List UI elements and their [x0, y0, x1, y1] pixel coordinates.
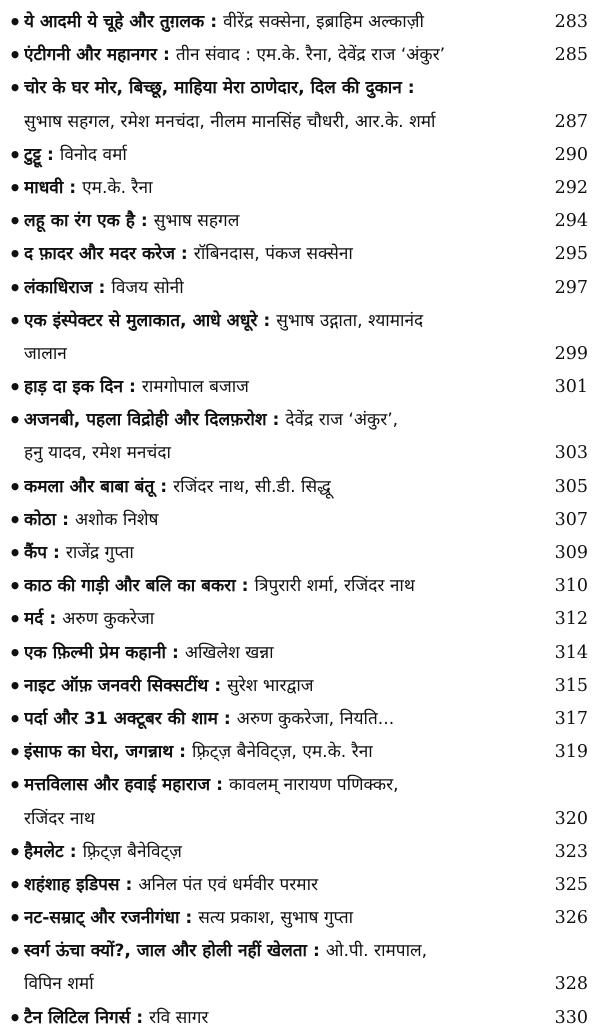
entry-line	[8, 305, 588, 338]
page-number: 314	[554, 642, 588, 663]
entry-authors: राजेंद्र गुप्ता	[65, 543, 134, 563]
entry-line	[8, 869, 588, 902]
bullet-icon: •	[8, 939, 22, 964]
bullet-icon: •	[8, 76, 22, 101]
toc-entry[interactable]	[8, 670, 588, 703]
page-number: 295	[554, 244, 588, 265]
entry-authors: फ़्रिट्ज़ बैनेविट्ज़	[82, 841, 182, 862]
entry-text	[24, 238, 540, 271]
bullet-icon: •	[8, 740, 22, 765]
page-number: 305	[554, 476, 588, 497]
entry-title: हाड़ दा इक दिन	[24, 377, 124, 398]
toc-entry[interactable]	[8, 39, 588, 72]
page-number: 319	[554, 742, 588, 763]
page-number: 294	[554, 211, 588, 232]
entry-text	[24, 836, 540, 869]
bullet-icon: •	[8, 175, 22, 200]
entry-title: हैमलेट	[24, 841, 64, 862]
toc-entry[interactable]	[8, 404, 588, 470]
entry-title: एक फ़िल्मी प्रेम कहानी	[24, 642, 166, 663]
page-number: 330	[554, 1007, 588, 1028]
page-number: 290	[554, 144, 588, 165]
entry-authors-continued: रजिंदर नाथ	[24, 808, 95, 829]
entry-authors: रजिंदर नाथ, सी.डी. सिद्धू	[173, 476, 331, 497]
entry-authors: अशोक निशेष	[74, 509, 159, 530]
entry-title: अजनबी, पहला विद्रोही और दिलफ़रोश	[24, 410, 267, 431]
entry-line-continued	[8, 437, 588, 470]
entry-separator: :	[63, 177, 83, 198]
entry-title: कमला और बाबा बंतू	[24, 476, 155, 497]
bullet-icon: •	[8, 673, 22, 698]
toc-entry[interactable]	[8, 902, 588, 935]
bullet-icon: •	[8, 906, 22, 931]
toc-entry[interactable]	[8, 238, 588, 271]
page-number: 326	[554, 908, 588, 929]
entry-line	[8, 39, 588, 72]
bullet-icon: •	[8, 10, 22, 34]
entry-separator: :	[166, 642, 185, 663]
entry-separator: :	[56, 509, 75, 530]
entry-line-continued	[8, 803, 588, 836]
entry-text	[24, 139, 540, 172]
bullet-icon: •	[8, 375, 22, 400]
toc-entry[interactable]	[8, 570, 588, 603]
entry-authors: रवि सागर	[149, 1007, 209, 1028]
bullet-icon: •	[8, 574, 22, 599]
entry-title: मत्तविलास और हवाई महाराज	[24, 775, 211, 796]
entry-authors: सुभाष सहगल	[153, 211, 240, 232]
toc-entry[interactable]	[8, 6, 588, 39]
entry-line	[8, 537, 588, 570]
entry-separator: :	[179, 908, 199, 929]
entry-line	[8, 6, 588, 39]
entry-separator: :	[401, 78, 415, 99]
entry-text	[24, 1002, 540, 1035]
bullet-icon: •	[8, 275, 22, 300]
entry-title: नाइट ऑफ़ जनवरी सिक्सटींथ	[24, 675, 209, 696]
page-number: 303	[554, 443, 588, 464]
entry-line	[8, 935, 588, 968]
bullet-icon: •	[8, 607, 22, 632]
entry-text	[24, 6, 540, 39]
entry-title: द फ़ादर और मदर करेज	[24, 244, 175, 265]
entry-line	[8, 172, 588, 205]
bullet-icon: •	[8, 839, 22, 864]
entry-line	[8, 570, 588, 603]
entry-text	[24, 570, 540, 603]
entry-title: कैंप	[24, 543, 47, 563]
page-number: 328	[554, 974, 588, 995]
entry-authors: एम.के. रैना	[82, 177, 153, 198]
page-number: 285	[554, 45, 588, 66]
entry-title: पर्दा और 31 अक्टूबर की शाम	[24, 708, 218, 729]
entry-line	[8, 902, 588, 935]
toc-entry[interactable]	[8, 537, 588, 570]
entry-separator: :	[235, 576, 255, 597]
entry-title: शहंशाह इडिपस	[24, 874, 120, 895]
entry-authors: सत्य प्रकाश, सुभाष गुप्ता	[198, 908, 354, 929]
entry-line	[8, 703, 588, 736]
bullet-icon: •	[8, 706, 22, 731]
entry-text	[24, 869, 540, 902]
entry-text	[24, 72, 540, 105]
bullet-icon: •	[8, 142, 22, 167]
page-number: 301	[554, 377, 588, 398]
bullet-icon: •	[8, 408, 22, 433]
entry-title: टैन लिटिल निगर्स	[24, 1007, 131, 1028]
entry-text	[24, 670, 540, 703]
entry-title: इंसाफ का घेरा, जगन्नाथ	[24, 742, 174, 763]
entry-separator: :	[204, 12, 224, 32]
bullet-icon: •	[8, 640, 22, 665]
entry-title: लंकाधिराज	[24, 277, 93, 298]
entry-authors: त्रिपुरारी शर्मा, रजिंदर नाथ	[254, 576, 415, 597]
entry-separator: :	[173, 742, 193, 763]
entry-text	[24, 769, 540, 802]
entry-line-continued	[8, 106, 588, 139]
entry-text	[24, 703, 540, 736]
entry-separator: :	[119, 874, 139, 895]
entry-authors: फ़्रिट्ज़ बैनेविट्ज़, एम.के. रैना	[192, 742, 373, 763]
entry-separator: :	[217, 708, 237, 729]
entry-title: नट-सम्राट् और रजनीगंधा	[24, 908, 180, 929]
bullet-icon: •	[8, 872, 22, 897]
entry-line-continued	[8, 968, 588, 1001]
entry-separator: :	[257, 310, 277, 331]
entry-text	[24, 272, 540, 305]
entry-separator: :	[130, 1007, 150, 1028]
entry-text	[24, 305, 540, 338]
entry-authors: वीरेंद्र सक्सेना, इब्राहिम अल्काज़ी	[223, 12, 424, 32]
table-of-contents	[8, 6, 588, 1035]
entry-text	[24, 736, 540, 769]
page-number: 297	[554, 277, 588, 298]
entry-separator: :	[123, 377, 142, 398]
entry-text	[24, 537, 540, 570]
entry-separator: :	[63, 841, 83, 862]
entry-title: ये आदमी ये चूहे और तुग़लक	[24, 12, 205, 32]
entry-separator: :	[174, 244, 194, 265]
page-number: 309	[554, 543, 588, 563]
entry-authors: अरुण कुकरेजा	[62, 609, 155, 630]
entry-separator: :	[156, 45, 176, 66]
entry-authors: विनोद वर्मा	[59, 144, 127, 165]
entry-text	[24, 371, 540, 404]
page-number: 299	[554, 343, 588, 364]
toc-entry[interactable]	[8, 869, 588, 902]
entry-separator: :	[154, 476, 174, 497]
entry-separator: :	[92, 277, 112, 298]
toc-entry[interactable]	[8, 935, 588, 1001]
entry-authors: रॉबिनदास, पंकज सक्सेना	[193, 244, 353, 265]
entry-authors: ओ.पी. रामपाल,	[325, 941, 428, 962]
page-number: 325	[554, 874, 588, 895]
entry-line	[8, 205, 588, 238]
toc-entry[interactable]	[8, 1002, 588, 1035]
page-number: 283	[554, 12, 588, 32]
page-number: 317	[554, 708, 588, 729]
entry-authors: अखिलेश खन्ना	[184, 642, 274, 663]
entry-text	[24, 637, 540, 670]
entry-title: टुट्टू	[24, 144, 42, 165]
toc-entry[interactable]	[8, 637, 588, 670]
bullet-icon: •	[8, 242, 22, 267]
bullet-icon: •	[8, 1005, 22, 1030]
toc-entry[interactable]	[8, 305, 588, 371]
entry-separator: :	[208, 675, 228, 696]
toc-entry[interactable]	[8, 205, 588, 238]
page-number: 310	[554, 576, 588, 597]
entry-authors: विजय सोनी	[111, 277, 184, 298]
entry-title: लहू का रंग एक है	[24, 211, 135, 232]
entry-line	[8, 139, 588, 172]
entry-title: माधवी	[24, 177, 64, 198]
entry-line	[8, 471, 588, 504]
toc-entry[interactable]	[8, 603, 588, 636]
toc-entry[interactable]	[8, 371, 588, 404]
entry-line	[8, 836, 588, 869]
entry-text	[24, 205, 540, 238]
bullet-icon: •	[8, 43, 22, 68]
entry-line-continued	[8, 338, 588, 371]
entry-text	[24, 902, 540, 935]
entry-line	[8, 371, 588, 404]
toc-entry[interactable]	[8, 139, 588, 172]
entry-title: कोठा	[24, 509, 57, 530]
entry-text	[24, 504, 540, 537]
entry-line	[8, 736, 588, 769]
entry-separator: :	[307, 941, 326, 962]
entry-title: एंटीगनी और महानगर	[24, 45, 157, 66]
entry-authors: सुभाष उद्गाता, श्यामानंद	[276, 310, 424, 331]
entry-text	[24, 603, 540, 636]
entry-authors-continued: सुभाष सहगल, रमेश मनचंदा, नीलम मानसिंह चौधरी, आर.के. शर्मा	[24, 111, 436, 132]
entry-line	[8, 404, 588, 437]
toc-entry[interactable]	[8, 769, 588, 835]
page-number: 292	[554, 177, 588, 198]
page-number: 323	[554, 841, 588, 862]
bullet-icon: •	[8, 773, 22, 798]
entry-authors: तीन संवाद : एम.के. रैना, देवेंद्र राज ‘अंकुर’	[175, 45, 446, 66]
toc-entry[interactable]	[8, 736, 588, 769]
entry-authors-continued: हनु यादव, रमेश मनचंदा	[24, 443, 171, 464]
entry-authors-continued: विपिन शर्मा	[24, 974, 94, 995]
toc-entry[interactable]	[8, 703, 588, 736]
entry-authors: अरुण कुकरेजा, नियति...	[236, 708, 395, 729]
entry-title: एक इंस्पेक्टर से मुलाकात, आधे अधूरे	[24, 310, 258, 331]
entry-line	[8, 637, 588, 670]
entry-text	[24, 404, 540, 437]
entry-separator: :	[43, 609, 63, 630]
entry-line	[8, 504, 588, 537]
entry-separator: :	[41, 144, 60, 165]
entry-text	[24, 935, 540, 968]
entry-authors: कावलम् नारायण पणिक्कर,	[228, 775, 399, 796]
entry-authors: सुरेश भारद्वाज	[227, 675, 314, 696]
entry-line	[8, 670, 588, 703]
page-number: 307	[554, 509, 588, 530]
page-number: 315	[554, 675, 588, 696]
page-number: 312	[554, 609, 588, 630]
entry-title: चोर के घर मोर, बिच्छू, माहिया मेरा ठाणेदार, दिल की दुकान	[24, 78, 402, 99]
entry-title: काठ की गाड़ी और बलि का बकरा	[24, 576, 236, 597]
bullet-icon: •	[8, 308, 22, 333]
entry-authors: अनिल पंत एवं धर्मवीर परमार	[138, 874, 319, 895]
page-number: 320	[554, 808, 588, 829]
entry-line	[8, 72, 588, 105]
entry-authors: रामगोपाल बजाज	[141, 377, 249, 398]
bullet-icon: •	[8, 209, 22, 234]
entry-separator: :	[210, 775, 229, 796]
bullet-icon: •	[8, 474, 22, 499]
toc-entry[interactable]	[8, 72, 588, 138]
entry-title: मर्द	[24, 609, 44, 630]
entry-authors-continued: जालान	[24, 343, 67, 364]
bullet-icon: •	[8, 507, 22, 532]
toc-entry[interactable]	[8, 471, 588, 504]
page-number: 287	[554, 111, 588, 132]
entry-text	[24, 172, 540, 205]
entry-line	[8, 1002, 588, 1035]
bullet-icon: •	[8, 541, 22, 565]
entry-separator: :	[266, 410, 286, 431]
entry-line	[8, 238, 588, 271]
entry-separator: :	[134, 211, 154, 232]
entry-authors: देवेंद्र राज ‘अंकुर’,	[285, 410, 399, 431]
entry-separator: :	[46, 543, 66, 563]
toc-entry[interactable]	[8, 836, 588, 869]
toc-entry[interactable]	[8, 172, 588, 205]
toc-entry[interactable]	[8, 272, 588, 305]
entry-text	[24, 471, 540, 504]
toc-entry[interactable]	[8, 504, 588, 537]
entry-line	[8, 769, 588, 802]
entry-line	[8, 603, 588, 636]
entry-line	[8, 272, 588, 305]
entry-text	[24, 39, 540, 72]
entry-title: स्वर्ग ऊंचा क्यों?, जाल और होली नहीं खेलता	[24, 941, 308, 962]
